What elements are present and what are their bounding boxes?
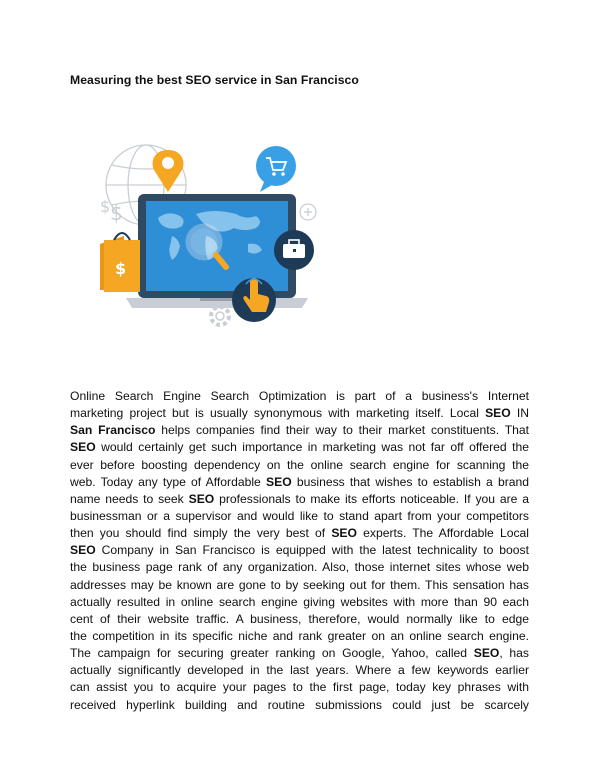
text-run: received hyperlink building and routine submissions could just be scarcely xyxy=(70,697,529,712)
paragraph-line xyxy=(70,662,529,679)
text-run: name needs to seek xyxy=(70,491,189,506)
text-run: businessman or a supervisor and would like to stand apart from your competitors xyxy=(70,508,529,523)
paragraph-line xyxy=(70,628,529,645)
text-run: Company in San Francisco is equipped with the latest technicality to boost xyxy=(95,543,529,558)
dollar-icon xyxy=(100,197,123,225)
bold-keyword: SEO xyxy=(473,646,500,661)
paragraph-line xyxy=(70,697,529,714)
text-run: addresses may be known are gone to by seeking out for them. This sensation has xyxy=(70,577,529,592)
text-run: , has xyxy=(499,646,529,661)
text-run: IN xyxy=(510,406,529,421)
paragraph-line xyxy=(70,388,529,405)
shopping-cart-icon xyxy=(256,146,296,192)
text-run: cent of their website traffic. A business, therefore, would normally like to edge xyxy=(70,611,529,626)
paragraph-line xyxy=(70,457,529,474)
article-paragraph xyxy=(70,388,529,714)
text-run: ever before boosting dependency on the online search engine for scanning the xyxy=(70,457,529,472)
paragraph-line xyxy=(70,645,529,662)
illustration-svg xyxy=(88,140,328,340)
bold-keyword: SEO xyxy=(70,440,96,455)
paragraph-line xyxy=(70,559,529,576)
paragraph-line xyxy=(70,508,529,525)
text-run: can assist you to acquire your pages to the first page, today key phrases with xyxy=(70,680,529,695)
text-run: business that wishes to establish a brand xyxy=(291,474,529,489)
pointer-hand-icon xyxy=(232,278,276,322)
bold-keyword: SEO xyxy=(70,543,96,558)
paragraph-line xyxy=(70,611,529,628)
bold-keyword: San Francisco xyxy=(70,423,156,438)
text-run: professionals to make its efforts noticeable. If you are a xyxy=(214,491,529,506)
svg-text:$: $ xyxy=(100,197,111,216)
page-title: Measuring the best SEO service in San Francisco xyxy=(70,73,359,87)
paragraph-line xyxy=(70,474,529,491)
bold-keyword: SEO xyxy=(331,526,357,541)
paragraph-line xyxy=(70,679,529,696)
text-run: web. Today any type of Affordable xyxy=(70,474,266,489)
paragraph-line xyxy=(70,422,529,439)
bold-keyword: SEO xyxy=(188,491,215,506)
svg-text:$: $ xyxy=(115,259,127,278)
gear-icon xyxy=(211,307,229,325)
bold-keyword: SEO xyxy=(266,474,292,489)
svg-text:$: $ xyxy=(110,201,123,225)
paragraph-line xyxy=(70,577,529,594)
plus-icon xyxy=(300,204,316,220)
text-run: experts. The Affordable Local xyxy=(356,526,529,541)
map-pin-icon xyxy=(153,150,184,192)
text-run: actually significantly developed in the last years. Where a few keywords earlier xyxy=(70,663,529,678)
paragraph-line xyxy=(70,439,529,456)
bold-keyword: SEO xyxy=(485,406,511,421)
text-run: the competition in its specific niche and rank greater on an online search engine. xyxy=(70,628,529,643)
paragraph-line xyxy=(70,491,529,508)
paragraph-line xyxy=(70,542,529,559)
seo-laptop-illustration xyxy=(88,140,328,340)
text-run: Online Search Engine Search Optimization is part of a business's Internet xyxy=(70,389,529,403)
text-run: the business page rank of any organization. Also, those internet sites whose web xyxy=(70,560,529,575)
paragraph-line xyxy=(70,525,529,542)
text-run: then you should find simply the very best of xyxy=(70,526,332,541)
shopping-bag-icon xyxy=(100,233,140,292)
text-run: actually resulted in online search engine giving websites with more than 90 each xyxy=(70,594,529,609)
text-run: helps companies find their way to their market constituents. That xyxy=(155,423,529,438)
paragraph-line xyxy=(70,405,529,422)
text-run: would certainly get such importance in marketing was not far off offered the xyxy=(95,440,529,455)
text-run: The campaign for securing greater ranking on Google, Yahoo, called xyxy=(70,646,474,661)
paragraph-line xyxy=(70,594,529,611)
briefcase-icon xyxy=(274,230,314,270)
text-run: marketing project but is usually synonymous with marketing itself. Local xyxy=(70,406,486,421)
